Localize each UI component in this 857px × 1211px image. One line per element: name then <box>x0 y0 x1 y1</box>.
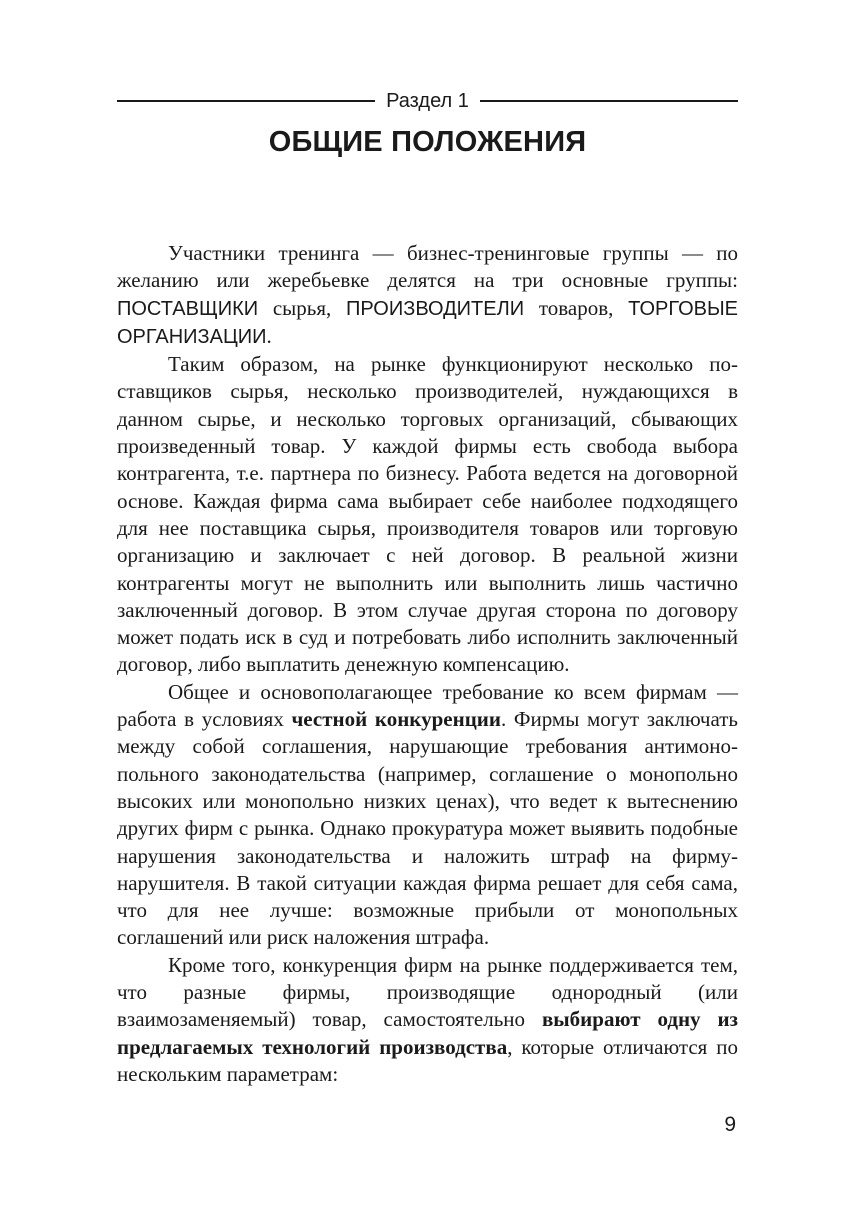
p3-text-1: Общее и основополагающее требование ко всем фирмам — работа в условиях <box>117 679 738 732</box>
page-number: 9 <box>724 1113 736 1136</box>
p1-text-2: сырья, <box>258 295 347 320</box>
paragraph-4 <box>117 952 738 1088</box>
p1-caps-producers: ПРОИЗВОДИТЕЛИ <box>346 297 525 320</box>
p3-bold-fair-competition: честной конкуренции <box>291 707 501 732</box>
p1-caps-trade-orgs: ТОРГОВЫЕ ОРГАНИЗАЦИИ <box>117 297 739 348</box>
paragraph-1 <box>117 240 738 351</box>
paragraph-3 <box>117 679 738 952</box>
p1-caps-suppliers: ПОСТАВЩИКИ <box>117 297 259 320</box>
p1-text-3: товаров, <box>524 295 629 320</box>
section-rule-left <box>117 100 375 102</box>
section-header <box>117 86 738 116</box>
p4-bold-technology-choice: выбирают одну из предлагаемых технологий производства <box>117 1007 738 1059</box>
p4-text-1: Кроме того, конкуренция фирм на рынке поддерживается тем, что разные фирмы, производящие однородный (или взаимозаменяемый) товар, самостоятельно <box>117 952 738 1032</box>
p1-text-4: . <box>266 323 272 348</box>
paragraph-2: Таким образом, на рынке функционируют несколько поставщиков сырья, несколько производителей, нуждающихся в данном сырье, и несколько торговых организаций, сбывающих произведенный товар. У каждой фирмы есть свобода выбора контрагента, т.е. партнера по бизнесу. Работа ведется на договорной основе. Каждая фирма сама выбирает себе наиболее подходящего для нее поставщика сырья, производителя товаров или торговую организацию и заключает с ней договор. В реальной жизни контрагенты могут не выполнить или выполнить лишь частично заключенный договор. В этом случае другая сторона по договору может подать иск в суд и потребовать либо исполнить заключенный договор, либо выплатить денежную компенсацию. <box>117 352 738 677</box>
p4-text-2: , которые отличаются по нескольким параметрам: <box>117 1034 738 1086</box>
section-rule-right <box>480 100 738 102</box>
p3-text-2: . Фирмы могут заключать между собой соглашения, нарушающие требования антимонопольного законодательства (например, соглашение о монопольно высоких или монопольно низких ценах), что ведет к вытеснению других фирм с рынка. Однако прокуратура может выявить подобные нарушения законодательства и наложить штраф на фирму-нарушителя. В такой ситуации каждая фирма решает для себя сама, что для нее лучше: возможные прибыли от монопольных соглашений или риск наложения штрафа. <box>117 707 738 950</box>
p1-text-1: Участники тренинга — бизнес-тренинговые группы — по желанию или жеребьевке делятся на три основные группы: <box>117 241 738 293</box>
chapter-title: ОБЩИЕ ПОЛОЖЕНИЯ <box>268 126 587 158</box>
body-text <box>117 240 738 1088</box>
section-label: Раздел 1 <box>386 89 469 112</box>
